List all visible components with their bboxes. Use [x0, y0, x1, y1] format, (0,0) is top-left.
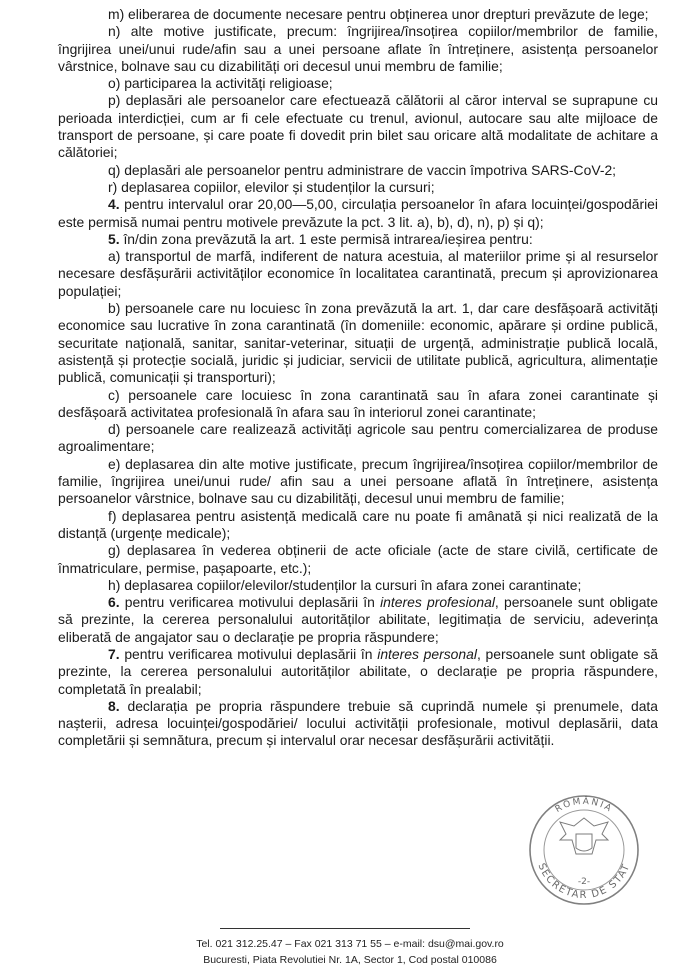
item-number: 6.: [108, 594, 120, 611]
emphasis: interes profesional: [380, 594, 495, 611]
paragraph-5: 5. în/din zona prevăzută la art. 1 este permisă intrarea/ieșirea pentru:: [108, 230, 533, 247]
paragraph-n: n) alte motive justificate, precum: îngrijirea/însoțirea copiilor/membrilor de familie, îngrijirea unei/unui rude/afin sau a unei persoane aflate în întreținere, asistența persoanelor vârstnice, bolnave sau cu dizabilități ori decesul unui membru de familie;: [58, 23, 658, 74]
item-number: 5.: [108, 230, 120, 247]
paragraph-5d: d) persoanele care realizează activități agricole sau pentru comercializarea de produse agroalimentare;: [58, 421, 658, 455]
paragraph-5h: h) deplasarea copiilor/elevilor/studenților la cursuri în afara zonei carantinate;: [108, 576, 582, 593]
paragraph-5g: g) deplasarea în vederea obținerii de acte oficiale (acte de stare civilă, certificate de înmatriculare, permise, pașapoarte, etc.);: [58, 542, 658, 576]
paragraph-5a: a) transportul de marfă, indiferent de natura acestuia, al materiilor prime și al resurselor necesare desfășurării activităților economice în localitatea carantinată, precum și aprovizionarea populației;: [58, 248, 658, 299]
stamp-top-text: ROMÂNIA: [553, 796, 615, 815]
footer-contact: Tel. 021 312.25.47 – Fax 021 313 71 55 – e-mail: dsu@mai.gov.ro: [196, 938, 504, 950]
stamp-number: -2-: [577, 877, 591, 887]
item-number: 8.: [108, 697, 120, 714]
stamp-bottom-text: SECRETAR DE STAT: [535, 861, 633, 902]
paragraph-5b: b) persoanele care nu locuiesc în zona prevăzută la art. 1, dar care desfășoară activități economice sau lucrative în zona carantinată (în domeniile: economic, apărare și ordine publică, securitate națională, sanitar, sanitar-veterinar, situații de urgență, administrație publică locală, asistență și protecție socială, juridic și judiciar, servicii de utilitate publică, agricultura, alimentație publică, comunicații și transporturi);: [58, 300, 658, 386]
paragraph-p: p) deplasări ale persoanelor care efectuează călătorii al căror interval se suprapune cu perioada interdicției, cum ar fi cele efectuate cu trenul, avionul, autocare sau alte mijloace de transport de persoane, și care poate fi dovedit prin bilet sau oricare altă modalitate de achitare a călătoriei;: [58, 92, 658, 161]
paragraph-5f: f) deplasarea pentru asistență medicală care nu poate fi amânată și nici realizată de la distanță (urgențe medicale);: [58, 507, 658, 541]
paragraph-q: q) deplasări ale persoanelor pentru administrare de vaccin împotriva SARS-CoV-2;: [108, 161, 617, 178]
document-body: [58, 6, 658, 750]
official-stamp: [520, 788, 648, 906]
item-number: 7.: [108, 645, 120, 662]
emphasis: interes personal: [377, 645, 477, 662]
paragraph-6: 6. pentru verificarea motivului deplasării în interes profesional, persoanele sunt obligate să prezinte, la cererea personalului autorităților abilitate, legitimația de serviciu, adeverința eliberată de angajator sau o declarație pe propria răspundere;: [58, 594, 659, 645]
paragraph-m: m) eliberarea de documente necesare pentru obținerea unor drepturi prevăzute de lege;: [108, 6, 649, 22]
footer-address: Bucuresti, Piata Revolutiei Nr. 1A, Sector 1, Cod postal 010086: [203, 954, 497, 966]
paragraph-4: 4. pentru intervalul orar 20,00—5,00, circulația persoanelor în afara locuinței/gospodăriei este permisă numai pentru motivele prevăzute la pct. 3 lit. a), b), d), n), p) și q);: [58, 196, 658, 230]
paragraph-5e: e) deplasarea din alte motive justificate, precum îngrijirea/însoțirea copiilor/membrilor de familie, îngrijirea unei/unui rude/ afin sau a unei persoane aflată în întreținere, asistența persoanelor vârstnice, bolnave sau cu dizabilități, decesul unui membru de familie;: [58, 455, 658, 507]
item-number: 4.: [108, 196, 120, 213]
paragraph-r: r) deplasarea copiilor, elevilor și studenților la cursuri;: [108, 178, 435, 195]
footer-divider: [220, 928, 470, 929]
paragraph-7: 7. pentru verificarea motivului deplasării în interes personal, persoanele sunt obligate să prezinte, la cererea personalului autorităților abilitate, o declarație pe propria răspundere, completată în prealabil;: [58, 645, 659, 697]
paragraph-5c: c) persoanele care locuiesc în zona carantinată sau în afara zonei carantinate și desfășoară activitatea profesională în afara sau în interiorul zonei carantinate;: [58, 386, 658, 420]
paragraph-8: 8. declarația pe propria răspundere trebuie să cuprindă numele și prenumele, data nașterii, adresa locuinței/gospodăriei/ locului activității profesionale, motivul deplasării, data completării și semnătura, precum și intervalul orar necesar desfășurării activității.: [58, 697, 658, 749]
coat-of-arms-icon: [560, 818, 608, 854]
paragraph-o: o) participarea la activități religioase;: [108, 75, 333, 92]
